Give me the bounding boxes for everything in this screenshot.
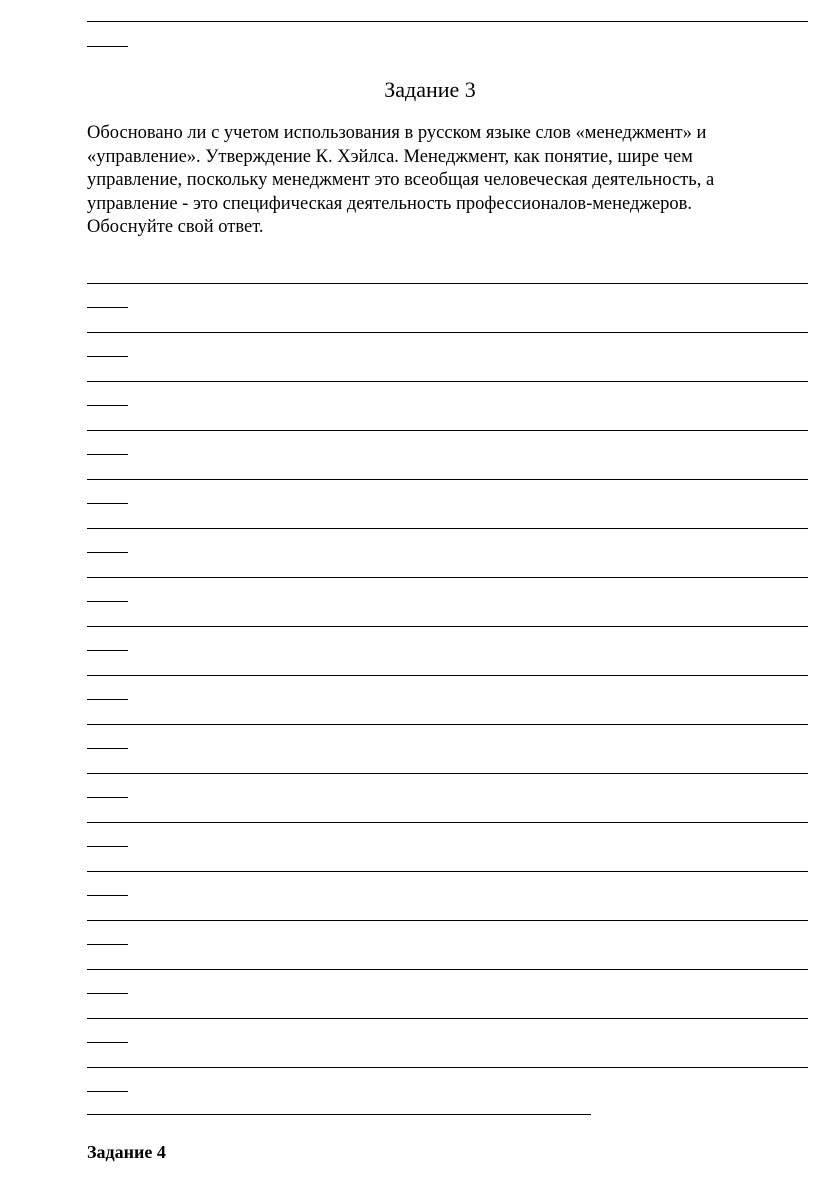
answer-line: [87, 822, 808, 823]
answer-line: [87, 724, 808, 725]
answer-line-stub: [87, 895, 128, 896]
answer-line-stub: [87, 552, 128, 553]
answer-line: [87, 332, 808, 333]
answer-line: [87, 626, 808, 627]
answer-line: [87, 1018, 808, 1019]
answer-line: [87, 1067, 808, 1068]
answer-line: [87, 920, 808, 921]
task-3-title: Задание 3: [384, 77, 476, 102]
answer-line: [87, 969, 808, 970]
answer-line: [87, 871, 808, 872]
answer-line-stub: [87, 1042, 128, 1043]
answer-line-stub: [87, 454, 128, 455]
answer-line: [87, 528, 808, 529]
answer-line-stub: [87, 1091, 128, 1092]
answer-line: [87, 577, 808, 578]
answer-line: [87, 430, 808, 431]
answer-line-stub: [87, 503, 128, 504]
answer-line-stub: [87, 46, 128, 47]
answer-line-stub: [87, 993, 128, 994]
answer-line-stub: [87, 699, 128, 700]
answer-line: [87, 21, 808, 22]
answer-line: [87, 773, 808, 774]
task-3-text: Обосновано ли с учетом использования в русском языке слов «менеджмент» и «управление». Утверждение К. Хэйлса. Менеджмент, как понятие, шире чем управление, поскольку менеджмент это всеобщая человеческая деятельность, а управление - это специфическая деятельность профессионалов-менеджеров. Обоснуйте свой ответ.: [87, 123, 715, 237]
answer-line-stub: [87, 846, 128, 847]
answer-line: [87, 381, 808, 382]
answer-line-stub: [87, 748, 128, 749]
answer-line-stub: [87, 601, 128, 602]
task-4-title: Задание 4: [87, 1142, 166, 1162]
answer-line: [87, 479, 808, 480]
answer-line-stub: [87, 356, 128, 357]
answer-line: [87, 283, 808, 284]
answer-line-stub: [87, 650, 128, 651]
answer-line-stub: [87, 797, 128, 798]
answer-line-stub: [87, 307, 128, 308]
answer-line: [87, 675, 808, 676]
answer-line-stub: [87, 944, 128, 945]
answer-line-final: [87, 1114, 591, 1115]
answer-line-stub: [87, 405, 128, 406]
